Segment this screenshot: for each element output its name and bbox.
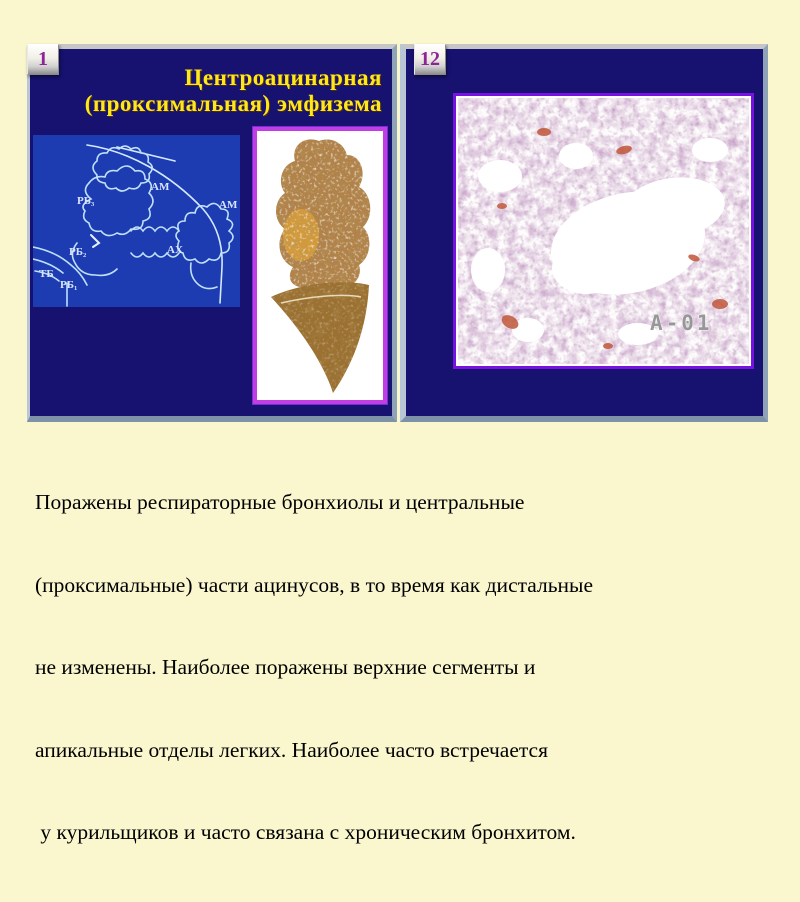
slide-title-line2: (проксимальная) эмфизема (84, 91, 382, 116)
body-text-line: у курильщиков и часто связана с хроническим бронхитом. (35, 820, 576, 844)
body-text (35, 434, 783, 902)
acinus-diagram (33, 135, 240, 307)
right-panel (400, 44, 768, 422)
lung-specimen-drawing (257, 131, 383, 400)
histology-image (453, 93, 754, 369)
histology-drawing (458, 98, 749, 364)
diagram-label-am-right: АМ (219, 199, 238, 211)
diagram-label-ax: АХ (167, 244, 183, 256)
body-text-line: Поражены респираторные бронхиолы и центральные (35, 490, 525, 514)
acinus-diagram-drawing (33, 135, 240, 307)
micrograph-watermark: A-01 (650, 311, 713, 335)
slide-number-badge-right: 12 (414, 44, 446, 75)
diagram-label-am-top: АМ (151, 181, 170, 193)
diagram-label-tb: ТБ (39, 268, 54, 280)
slide-number-badge-left: 1 (27, 44, 59, 75)
body-text-line: (проксимальные) части ацинусов, в то время как дистальные (35, 572, 594, 597)
diagram-label-rb3: РБ₃ (77, 195, 95, 207)
left-panel (27, 44, 397, 422)
diagram-label-rb1: РБ₁ (60, 279, 78, 291)
slide-title-line1: Центроацинарная (184, 65, 382, 90)
diagram-label-rb2: РБ₂ (69, 246, 87, 258)
body-text-line: не изменены. Наиболее поражены верхние сегменты и (35, 655, 536, 679)
lung-specimen-image (253, 127, 387, 404)
slide-title (54, 65, 382, 117)
body-text-line: апикальные отделы легких. Наиболее часто встречается (35, 737, 548, 762)
